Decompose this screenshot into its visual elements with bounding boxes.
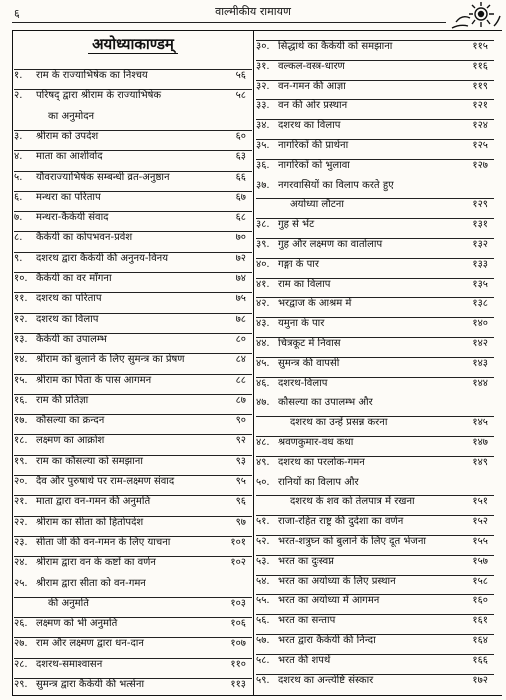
frame-top-rule — [12, 30, 502, 31]
toc-right-column — [256, 32, 494, 694]
entry-title: का अनुमोदन — [48, 110, 95, 122]
toc-entry — [14, 333, 252, 345]
toc-entry — [256, 278, 494, 290]
entry-title: मन्थरा-कैकेयी संवाद — [36, 212, 109, 224]
toc-entry — [256, 614, 494, 627]
entry-number: ४५. — [256, 357, 270, 369]
entry-number: ५८. — [256, 654, 270, 666]
entry-title: कैकेयी का वर माँगना — [36, 273, 112, 284]
entry-number: ४०. — [256, 258, 270, 270]
entry-number: ६. — [14, 191, 23, 203]
entry-page: ७५ — [235, 293, 246, 305]
entry-title: भरत का अयोध्या में आगमन — [278, 595, 380, 607]
entry-number: ४४. — [256, 338, 270, 349]
entry-title: भरत-शत्रुघ्न को बुलाने के लिए दूत भेजना — [278, 536, 426, 547]
toc-entry — [256, 99, 494, 112]
entry-title: दशरथ का परलोक-गमन — [278, 456, 365, 468]
toc-entry — [14, 150, 252, 163]
entry-title: की अनुमति — [48, 597, 89, 609]
entry-page: १२९ — [472, 199, 488, 211]
toc-entry — [256, 555, 494, 567]
toc-entry — [14, 171, 252, 183]
entry-number: ११. — [14, 293, 28, 305]
entry-title: श्रीराम द्वारा सीता को वन-गमन — [36, 577, 146, 589]
entry-number: ३८. — [256, 219, 270, 231]
entry-title: नगरवासियों का विलाप करते हुए — [278, 179, 394, 191]
entry-page: ६८ — [235, 212, 246, 224]
entry-page: १४९ — [472, 456, 488, 468]
entry-title: श्रवणकुमार-वध कथा — [278, 437, 354, 448]
entry-title: गुह से भेंट — [278, 219, 315, 231]
entry-page: १०६ — [230, 618, 246, 630]
entry-page: ११६ — [472, 60, 488, 72]
entry-title: राम और लक्ष्मण द्वारा धन-दान — [36, 638, 144, 650]
frame-left-rule — [12, 30, 13, 695]
entry-title: अयोध्या लौटना — [290, 199, 344, 211]
toc-entry — [256, 416, 494, 429]
entry-title: रानियों का विलाप और — [278, 476, 359, 488]
entry-title: श्रीराम का सीता को हितोपदेश — [36, 516, 144, 528]
entry-page: १३२ — [472, 239, 488, 250]
entry-page: ६६ — [235, 171, 246, 183]
entry-page: ५६ — [235, 70, 246, 81]
toc-entry — [256, 654, 494, 666]
entry-number: ३९. — [256, 239, 270, 250]
toc-entry — [14, 658, 252, 670]
entry-page: १४५ — [472, 417, 488, 429]
entry-title: भरत की शपथें — [278, 654, 331, 666]
entry-title: राम के राज्याभिषेक का निश्चय — [36, 70, 148, 81]
header-rule — [12, 22, 446, 23]
toc-entry — [14, 374, 252, 386]
entry-title: कौसल्या का उपालम्भ और — [278, 397, 373, 409]
entry-page: १३१ — [472, 219, 488, 231]
entry-number: ४. — [14, 151, 23, 163]
entry-title: दशरथ का उन्हें प्रसन्न करना — [290, 417, 388, 429]
entry-page: ७४ — [235, 273, 246, 284]
entry-number: ४८. — [256, 437, 270, 448]
toc-entry — [256, 139, 494, 151]
page-header — [0, 0, 506, 28]
toc-entry — [256, 337, 494, 349]
entry-number: ३१. — [256, 60, 270, 72]
entry-page: ९५ — [235, 476, 246, 487]
entry-number: ३७. — [256, 179, 270, 191]
entry-title: सिद्धार्थ का कैकेयी को समझाना — [278, 41, 393, 52]
entry-title: नागरिकों को भुलावा — [278, 159, 350, 171]
entry-number: ४२. — [256, 298, 270, 310]
toc-entry — [256, 594, 494, 607]
entry-number: ५२. — [256, 536, 270, 547]
entry-title: भरत द्वारा कैकेयी की निन्दा — [278, 635, 376, 646]
entry-page: १०२ — [230, 557, 246, 569]
toc-entry — [256, 159, 494, 171]
entry-number: ३२. — [256, 80, 270, 92]
toc-entry — [256, 198, 494, 211]
entry-number: ७. — [14, 212, 23, 224]
entry-number: १६. — [14, 394, 28, 406]
toc-left-column — [14, 32, 252, 694]
toc-entry — [14, 516, 252, 528]
entry-page: १२७ — [472, 159, 488, 171]
entry-page: १०३ — [230, 597, 246, 609]
entry-number: २६. — [14, 618, 28, 630]
entry-title: दैव और पुरुषार्थ पर राम-लक्ष्मण संवाद — [36, 476, 175, 487]
entry-number: २७. — [14, 638, 28, 650]
toc-entry — [256, 238, 494, 250]
entry-number: ४३. — [256, 318, 270, 330]
entry-title: वल्कल-वस्त्र-धारण — [278, 60, 345, 72]
entry-number: १५. — [14, 374, 28, 386]
entry-title: यौवराज्याभिषेक सम्बन्धी व्रत-अनुष्ठान — [36, 171, 170, 183]
entry-number: ५०. — [256, 476, 270, 488]
toc-entry — [14, 394, 252, 406]
entry-page: ८० — [235, 333, 246, 345]
entry-title: सीता जी की वन-गमन के लिए याचना — [36, 536, 171, 548]
entry-page: ६० — [235, 130, 246, 142]
entry-page: ९७ — [235, 516, 246, 528]
entry-number: ३३. — [256, 100, 270, 112]
entry-page: १४० — [472, 318, 488, 330]
entry-page: १३५ — [472, 278, 488, 290]
entry-title: लक्ष्मण को भी अनुमति — [36, 618, 118, 630]
entry-title: माता द्वारा वन-गमन की अनुमति — [36, 496, 151, 508]
entry-title: लक्ष्मण का आक्रोश — [36, 435, 105, 447]
toc-entry — [14, 313, 252, 325]
toc-entry — [256, 436, 494, 448]
entry-title: सुमन्त्र की वापसी — [278, 357, 340, 369]
entry-title: दशरथ का विलाप — [278, 120, 341, 132]
entry-number: २०. — [14, 476, 28, 487]
entry-title: राम का विलाप — [278, 278, 331, 290]
entry-number: ३४. — [256, 120, 270, 132]
toc-entry — [256, 377, 494, 389]
toc-entry — [14, 69, 252, 81]
toc-entry — [256, 60, 494, 72]
toc-entry — [256, 575, 494, 587]
entry-number: ५. — [14, 171, 23, 183]
toc-entry — [256, 80, 494, 92]
entry-title: भरत का सन्ताप — [278, 615, 336, 627]
toc-entry — [256, 119, 494, 132]
entry-page: १२१ — [472, 100, 488, 112]
entry-title: भरत का अयोध्या के लिए प्रस्थान — [278, 575, 396, 587]
entry-page: ७२ — [235, 252, 246, 264]
entry-page: ८७ — [235, 394, 246, 406]
entry-title: दशरथ-विलाप — [278, 377, 328, 389]
entry-page: ९३ — [235, 455, 246, 467]
toc-entry — [14, 536, 252, 548]
entry-title: चित्रकूट में निवास — [278, 338, 341, 349]
entry-number: २५. — [14, 577, 28, 589]
entry-page: ११३ — [230, 679, 246, 690]
toc-entry — [14, 678, 252, 690]
toc-entry — [14, 130, 252, 142]
entry-title: कौसल्या का क्रन्दन — [36, 415, 105, 427]
toc-entry — [14, 617, 252, 630]
entry-page: ८८ — [235, 374, 246, 386]
entry-title: परिषद् द्वारा श्रीराम के राज्याभिषेक — [36, 90, 162, 102]
entry-number: ४१. — [256, 278, 270, 290]
section-title: अयोध्याकाण्डम् — [14, 34, 252, 58]
entry-page: १६४ — [472, 635, 488, 646]
entry-page: १४४ — [472, 377, 488, 389]
toc-entry — [14, 637, 252, 650]
entry-page: १५८ — [472, 575, 488, 587]
entry-number: १३. — [14, 333, 28, 345]
entry-title: श्रीराम को बुलाने के लिए सुमन्त्र का प्रेषण — [36, 354, 185, 366]
toc-entry — [14, 252, 252, 264]
entry-page: १०१ — [230, 536, 246, 548]
entry-number: १८. — [14, 435, 28, 447]
entry-number: ३५. — [256, 140, 270, 151]
toc-entry — [14, 231, 252, 244]
entry-number: ५५. — [256, 595, 270, 607]
entry-page: १५१ — [472, 496, 488, 508]
entry-title: दशरथ का परिताप — [36, 293, 102, 305]
entry-number: ३०. — [256, 41, 270, 52]
entry-page: १४७ — [472, 437, 488, 448]
entry-page: ९६ — [235, 496, 246, 508]
entry-page: ९२ — [235, 435, 246, 447]
entry-number: १०. — [14, 273, 28, 284]
frame-bottom-rule — [12, 695, 502, 696]
entry-title: राम का कौसल्या को समझाना — [36, 455, 143, 467]
entry-number: २८. — [14, 658, 28, 670]
entry-title: गङ्गा के पार — [278, 258, 319, 270]
entry-number: १. — [14, 70, 23, 81]
entry-page: ११५ — [472, 41, 488, 52]
sun-ornament-icon — [448, 0, 502, 34]
toc-entry — [14, 353, 252, 366]
entry-number: ५४. — [256, 575, 270, 587]
entry-title: माता का आशीर्वाद — [36, 151, 103, 163]
toc-entry — [14, 191, 252, 203]
entry-title: श्रीराम का पिता के पास आगमन — [36, 374, 152, 386]
entry-title: वन-गमन की आज्ञा — [278, 80, 346, 92]
toc-entry — [14, 475, 252, 487]
entry-page: १४३ — [472, 357, 488, 369]
page-number: ६ — [14, 7, 20, 20]
entry-title: दशरथ का विलाप — [36, 313, 99, 325]
entry-title: नागरिकों की प्रार्थना — [278, 140, 349, 151]
toc-entry — [256, 495, 494, 508]
toc-entry — [14, 272, 252, 284]
toc-entry — [256, 258, 494, 270]
entry-number: ५९. — [256, 674, 270, 686]
entry-number: १७. — [14, 415, 28, 427]
entry-page: १६१ — [472, 615, 488, 627]
entry-number: ५३. — [256, 555, 270, 567]
entry-title: वन की ओर प्रस्थान — [278, 100, 348, 112]
entry-page: ८४ — [235, 354, 246, 366]
toc-entry — [256, 297, 494, 310]
entry-page: १३८ — [472, 298, 488, 310]
toc-entry — [256, 515, 494, 528]
entry-number: ५१. — [256, 516, 270, 528]
entry-title: राम की प्रतिज्ञा — [36, 394, 89, 406]
entry-page: ११० — [230, 658, 246, 670]
toc-entry — [256, 456, 494, 468]
toc-entry — [256, 40, 494, 52]
entry-title: दशरथ-समाश्वासन — [36, 658, 103, 670]
column-divider — [253, 30, 254, 695]
entry-number: १९. — [14, 455, 28, 467]
entry-title: भरत का दुःस्वप्न — [278, 555, 334, 567]
toc-entry — [256, 317, 494, 330]
entry-title: कैकेयी का उपालम्भ — [36, 333, 107, 345]
toc-entry — [14, 455, 252, 467]
toc-entry — [14, 89, 252, 102]
toc-entry — [256, 218, 494, 231]
entry-number: ९. — [14, 252, 23, 264]
entry-page: १६० — [472, 595, 488, 607]
entry-page: १४२ — [472, 338, 488, 349]
entry-page: १२४ — [472, 120, 488, 132]
entry-number: ३६. — [256, 159, 270, 171]
entry-page: १५५ — [472, 536, 488, 547]
entry-number: ३. — [14, 130, 23, 142]
entry-page: ६३ — [235, 151, 246, 163]
entry-number: १४. — [14, 354, 28, 366]
entry-page: १०७ — [230, 638, 246, 650]
entry-number: २१. — [14, 496, 28, 508]
entry-page: १५२ — [472, 516, 488, 528]
entry-number: १२. — [14, 313, 28, 325]
toc-entry — [14, 434, 252, 447]
toc-entry — [14, 495, 252, 508]
toc-entry — [14, 211, 252, 224]
entry-title: मन्थरा का परिताप — [36, 191, 101, 203]
entry-page: ५८ — [235, 90, 246, 102]
toc-entry — [256, 357, 494, 369]
entry-page: १२५ — [472, 140, 488, 151]
entry-title: राजा-रहित राष्ट्र की दुर्दशा का वर्णन — [278, 516, 404, 528]
entry-number: २३. — [14, 536, 28, 548]
toc-entry — [14, 414, 252, 427]
entry-number: २४. — [14, 557, 28, 569]
toc-entry — [256, 674, 494, 686]
entry-page: ६७ — [235, 191, 246, 203]
entry-page: ७० — [235, 232, 246, 244]
entry-title: सुमन्त्र द्वारा कैकेयी की भर्त्सना — [36, 679, 145, 690]
entry-title: गुह और लक्ष्मण का वार्तालाप — [278, 239, 383, 250]
toc-entry — [14, 292, 252, 305]
entry-number: ४९. — [256, 456, 270, 468]
toc-entry — [14, 556, 252, 569]
entry-number: ४६. — [256, 377, 270, 389]
entry-number: २९. — [14, 679, 28, 690]
entry-number: ४७. — [256, 397, 270, 409]
entry-title: यमुना के पार — [278, 318, 325, 330]
entry-title: दशरथ का अन्त्येष्टि संस्कार — [278, 674, 374, 686]
entry-page: ११९ — [472, 80, 488, 92]
entry-number: २२. — [14, 516, 28, 528]
entry-title: भरद्वाज के आश्रम में — [278, 298, 352, 310]
entry-title: श्रीराम को उपदेश — [36, 130, 99, 142]
toc-entry — [256, 535, 494, 547]
entry-number: ५७. — [256, 635, 270, 646]
entry-page: ७८ — [235, 313, 246, 325]
entry-page: १७२ — [472, 674, 488, 686]
toc-entry — [256, 634, 494, 646]
entry-number: २. — [14, 90, 23, 102]
entry-title: कैकेयी का कोपभवन-प्रवेश — [36, 232, 133, 244]
entry-title: दशरथ द्वारा कैकेयी की अनुनय-विनय — [36, 252, 168, 264]
entry-page: १३३ — [472, 258, 488, 270]
entry-page: १५७ — [472, 555, 488, 567]
entry-number: ५६. — [256, 615, 270, 627]
entry-page: १६६ — [472, 654, 488, 666]
entry-title: श्रीराम द्वारा वन के कष्टों का वर्णन — [36, 557, 156, 569]
toc-entry — [14, 597, 252, 609]
entry-title: दशरथ के शव को तेलपात्र में रखना — [290, 496, 415, 508]
entry-page: ९० — [235, 415, 246, 427]
entry-number: ८. — [14, 232, 23, 244]
running-title: वाल्मीकीय रामायण — [215, 5, 291, 18]
